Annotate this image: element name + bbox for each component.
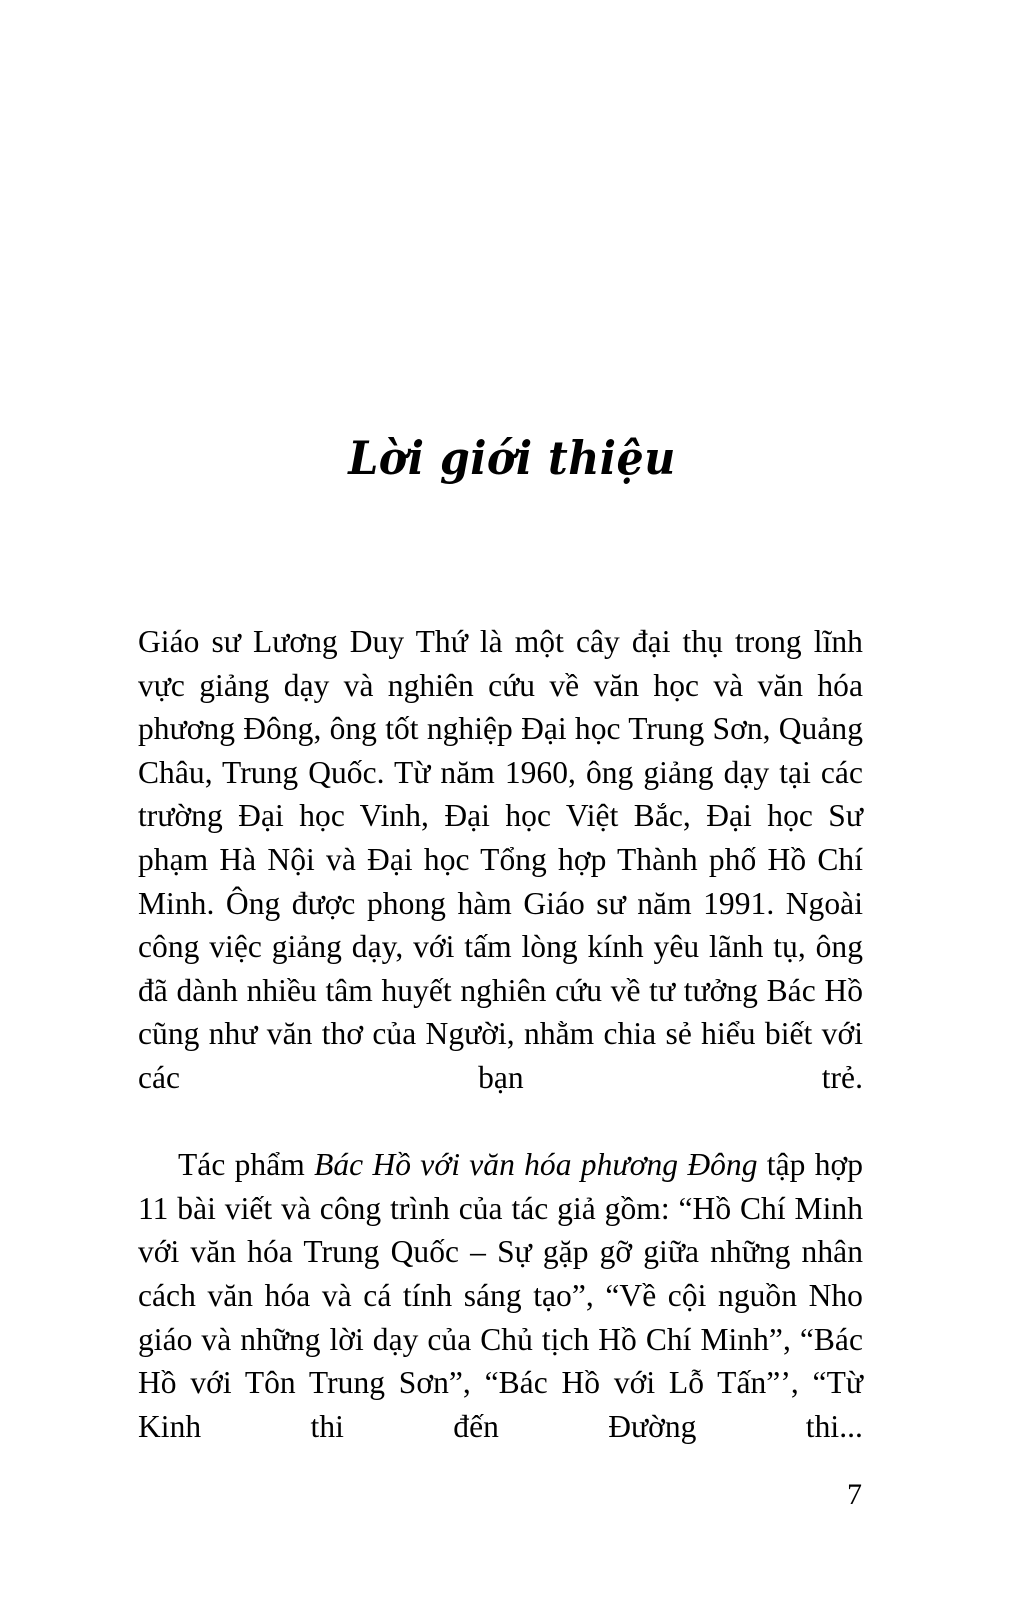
paragraph-2 [138, 1143, 863, 1492]
text-run: Tác phẩm [178, 1147, 315, 1183]
book-title-italic: Bác Hồ với văn hóa phương Đông [314, 1147, 758, 1183]
text-run: Giáo sư Lương Duy Thứ là một cây đại thụ trong lĩnh vực giảng dạy và nghiên cứu về văn học và văn hóa phương Đông, ông tốt nghiệp Đại học Trung Sơn, Quảng Châu, Trung Quốc. Từ năm 1960, ông giảng dạy tại các trường Đại học Vinh, Đại học Việt Bắc, Đại học Sư phạm Hà Nội và Đại học Tổng hợp Thành phố Hồ Chí Minh. Ông được phong hàm Giáo sư năm 1991. Ngoài công việc giảng dạy, với tấm lòng kính yêu lãnh tụ, ông đã dành nhiều tâm huyết nghiên cứu về tư tưởng Bác Hồ cũng như văn thơ của Người, nhằm chia sẻ hiểu biết với các bạn trẻ. [138, 624, 863, 1095]
paragraph-1 [138, 620, 863, 1143]
page-number: 7 [847, 1478, 862, 1511]
text-run: tập hợp 11 bài viết và công trình của tác giả gồm: “Hồ Chí Minh với văn hóa Trung Quốc – Sự gặp gỡ giữa những nhân cách văn hóa và cá tính sáng tạo”, “Về cội nguồn Nho giáo và những lời dạy của Chủ tịch Hồ Chí Minh”, “Bác Hồ với Tôn Trung Sơn”, “Bác Hồ với Lỗ Tấn”’, “Từ Kinh thi đến Đường thi... [138, 1147, 863, 1444]
page-title: Lời giới thiệu [348, 430, 676, 485]
body-text-block [138, 620, 863, 1492]
